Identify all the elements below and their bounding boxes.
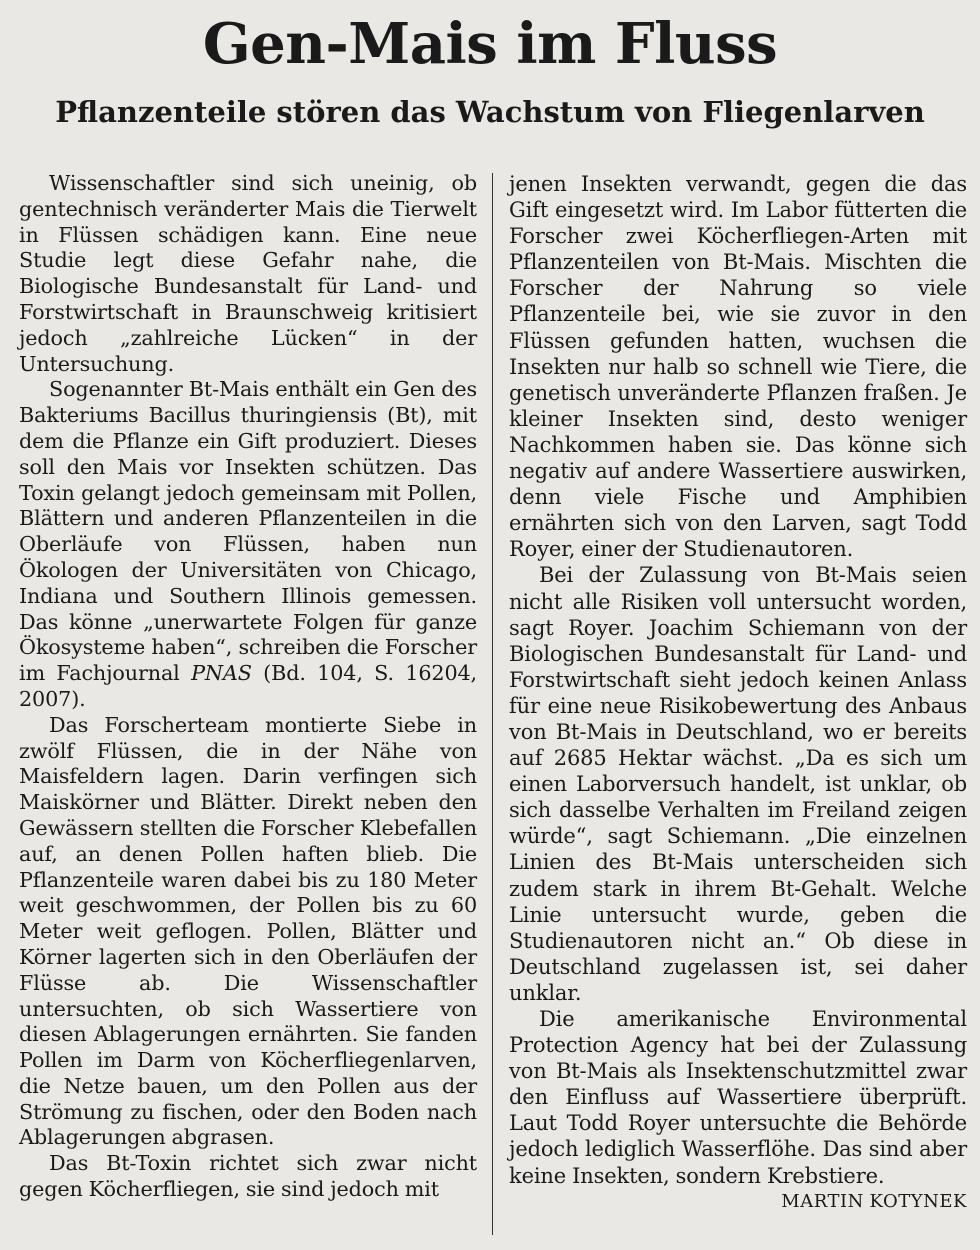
journal-name: PNAS <box>191 661 252 686</box>
paragraph-epa <box>509 1006 967 1212</box>
paragraph-bt-mais <box>19 377 477 712</box>
paragraph-toxin-start: Das Bt-Toxin richtet sich zwar nicht gegen Köcherfliegen, sie sind jedoch mit <box>19 1151 477 1202</box>
paragraph-approval: Bei der Zulassung von Bt-Mais seien nicht alle Risiken voll untersucht worden, sagt Royer. Joachim Schiemann von der Biologischen Bundesanstalt für Land- und Forstwirtschaft sieht jedoch keinen Anlass für eine neue Risikobewertung des Anbaus von Bt-Mais in Deutschland, wo er bereits auf 2685 Hektar wächst. „Da es sich um einen Laborversuch handelt, ist unklar, ob sich dasselbe Verhalten im Freiland zeigen würde“, sagt Schiemann. „Die einzelnen Linien des Bt-Mais unterscheiden sich zudem stark in ihrem Bt-Gehalt. Welche Linie untersucht wurde, geben die Studienautoren nicht an.“ Ob diese in Deutschland zugelassen ist, sei daher unklar. <box>509 563 967 1005</box>
paragraph-research-team: Das Forscherteam montierte Siebe in zwölf Flüssen, die in der Nähe von Maisfeldern lagen. Darin verfingen sich Maiskörner und Blätter. Direkt neben den Gewässern stellten die Forscher Klebefallen auf, an denen Pollen haften blieb. Die Pflanzenteile waren dabei bis zu 180 Meter weit geschwommen, der Pollen bis zu 60 Meter weit geflogen. Pollen, Blätter und Körner lagerten sich in den Oberläufen der Flüsse ab. Die Wissenschaftler untersuchten, ob sich Wassertiere von diesen Ablagerungen ernährten. Sie fanden Pollen im Darm von Köcherfliegenlarven, die Netze bauen, um den Pollen aus der Strömung zu fischen, oder den Boden nach Ablagerungen abgrasen. <box>19 712 477 1150</box>
journal-citation: (Bd. 104, S. 16204, 2007). <box>19 661 478 711</box>
column-divider <box>492 173 493 1235</box>
byline: MARTIN KOTYNEK <box>781 1190 967 1212</box>
paragraph-toxin-continued: jenen Insekten verwandt, gegen die das Gift eingesetzt wird. Im Labor fütterten die Forscher zwei Köcherfliegen-Arten mit Pflanzenteilen von Bt-Mais. Mischten die Forscher der Nahrung so viele Pflanzenteile bei, wie sie zuvor in den Flüssen gefunden hatten, wuchsen die Insekten nur halb so schnell wie Tiere, die genetisch unveränderte Pflanzen fraßen. Je kleiner Insekten sind, desto weniger Nachkommen haben sie. Das könne sich negativ auf andere Wassertiere auswirken, denn viele Fische und Amphibien ernährten sich von den Larven, sagt Todd Royer, einer der Studienautoren. <box>509 172 967 562</box>
paragraph-intro: Wissenschaftler sind sich uneinig, ob gentechnisch veränderter Mais die Tierwelt in Flüssen schädigen kann. Eine neue Studie legt diese Gefahr nahe, die Biologische Bundesanstalt für Land- und Forstwirtschaft in Braunschweig kritisiert jedoch „zahlreiche Lücken“ in der Untersuchung. <box>19 171 477 376</box>
paragraph-bt-mais-text: Sogenannter Bt-Mais enthält ein Gen des Bakteriums Bacillus thuringiensis (Bt), mit dem die Pflanze ein Gift produziert. Dieses soll den Mais vor Insekten schützen. Das Toxin gelangt jedoch gemeinsam mit Pollen, Blättern und anderen Pflanzenteilen in die Oberläufe von Flüssen, haben nun Ökologen der Universitäten von Chicago, Indiana und Southern Illinois gemessen. Das könne „unerwartete Folgen für ganze Ökosysteme haben“, schreiben die Forscher im Fachjournal <box>19 377 477 686</box>
headline: Gen-Mais im Fluss <box>202 11 778 77</box>
left-column <box>19 171 477 1203</box>
right-column <box>509 171 967 1215</box>
paragraph-epa-text: Die amerikanische Environmental Protection Agency hat bei der Zulassung von Bt-Mais als Insektenschutzmittel zwar den Einfluss auf Wassertiere überprüft. Laut Todd Royer untersuchte die Behörde jedoch lediglich Wasserflöhe. Das sind aber keine Insekten, sondern Krebstiere. <box>509 1007 967 1188</box>
subheadline: Pflanzenteile stören das Wachstum von Fliegenlarven <box>55 95 925 129</box>
